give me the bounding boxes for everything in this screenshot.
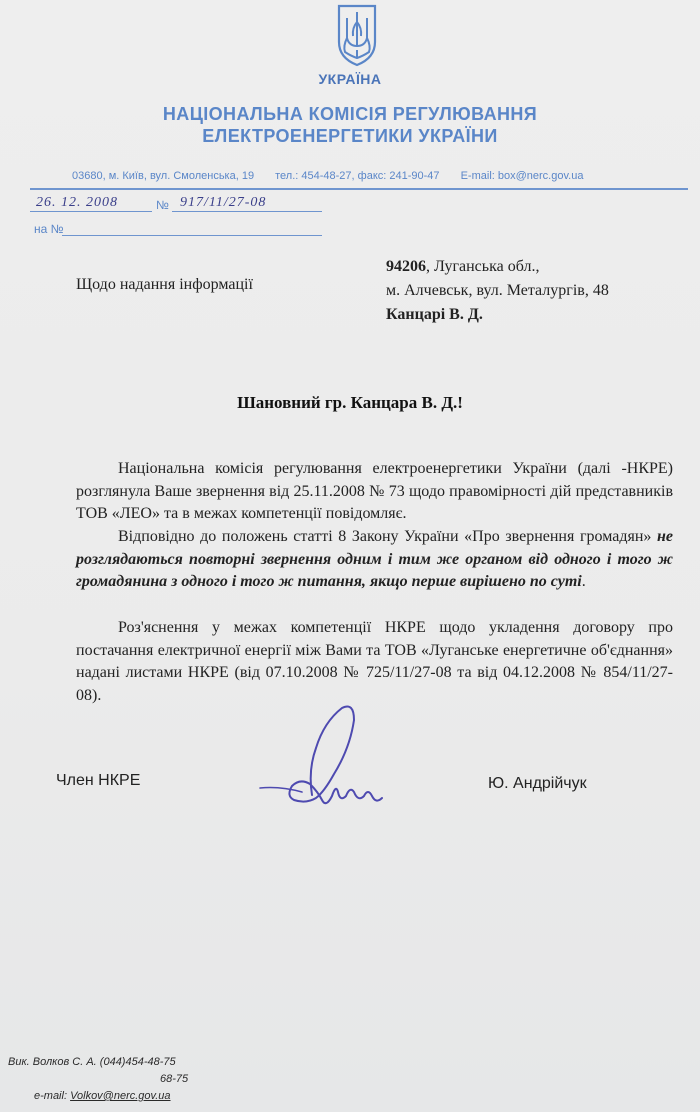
recipient-name: Канцарі В. Д. bbox=[386, 306, 483, 323]
executor-phone-ext: 68-75 bbox=[160, 1073, 189, 1085]
number-label: № bbox=[156, 198, 169, 212]
recipient-address-line1 bbox=[386, 258, 539, 276]
executor-email: Volkov@nerc.gov.ua bbox=[70, 1090, 171, 1102]
phone-fax: тел.: 454-48-27, факс: 241-90-47 bbox=[275, 170, 440, 182]
body-paragraph-1: Національна комісія регулювання електроенергетики України (далі -НКРЕ) розглянула Ваше звернення від 25.11.2008 № 73 щодо правомірності дій представників ТОВ «ЛЕО» та в межах компетенції повідомляє. bbox=[76, 460, 673, 522]
signatory-position: Член НКРЕ bbox=[56, 772, 141, 789]
country-title: УКРАЇНА bbox=[318, 71, 382, 87]
postal-address: 03680, м. Київ, вул. Смоленська, 19 bbox=[72, 170, 255, 182]
trident-emblem-icon bbox=[333, 2, 381, 68]
executor-info: Вик. Волков С. А. (044)454-48-75 bbox=[8, 1056, 176, 1068]
salutation: Шановний гр. Канцара В. Д.! bbox=[237, 393, 463, 412]
handwritten-signature-icon bbox=[250, 700, 400, 825]
recipient-region: , Луганська обл., bbox=[426, 258, 540, 275]
reply-line bbox=[62, 234, 322, 236]
header-email: E-mail: box@nerc.gov.ua bbox=[460, 170, 584, 182]
organization-name-line1: НАЦІОНАЛЬНА КОМІСІЯ РЕГУЛЮВАННЯ bbox=[162, 104, 538, 124]
executor-email-line bbox=[34, 1090, 171, 1102]
body-paragraph-2: Відповідно до положень статті 8 Закону України «Про звернення громадян» не розглядаються повторні звернення одним і тим же органом від одного і того ж громадянина з одного і того ж питання, якщо перше вирішено по суті. bbox=[76, 528, 673, 590]
recipient-postcode: 94206 bbox=[386, 258, 426, 275]
header-divider bbox=[30, 188, 688, 190]
signatory-name: Ю. Андрійчук bbox=[488, 775, 587, 792]
body-paragraph-3: Роз'яснення у межах компетенції НКРЕ щодо укладення договору про постачання електричної енергії між Вами та ТОВ «Луганське енергетичне об'єднання» надані листами НКРЕ (від 07.10.2008 № 725/11/27-08 та від 04.12.2008 № 854/11/27-08). bbox=[76, 619, 673, 704]
recipient-address-line2: м. Алчевськ, вул. Металургів, 48 bbox=[386, 282, 609, 299]
reply-to-label: на № bbox=[34, 222, 64, 236]
emphasized-law-quote: не розглядаються повторні звернення одним і тим же органом від одного і того ж громадянина з одного і того ж питання, якщо перше вирішено по суті bbox=[76, 528, 673, 590]
organization-name-line2: ЕЛЕКТРОЕНЕРГЕТИКИ УКРАЇНИ bbox=[202, 126, 498, 146]
contact-line bbox=[72, 170, 692, 182]
letter-subject: Щодо надання інформації bbox=[76, 276, 253, 293]
registration-number: 917/11/27-08 bbox=[180, 195, 267, 210]
registration-date: 26. 12. 2008 bbox=[36, 195, 118, 210]
email-label: e-mail: bbox=[34, 1090, 68, 1102]
